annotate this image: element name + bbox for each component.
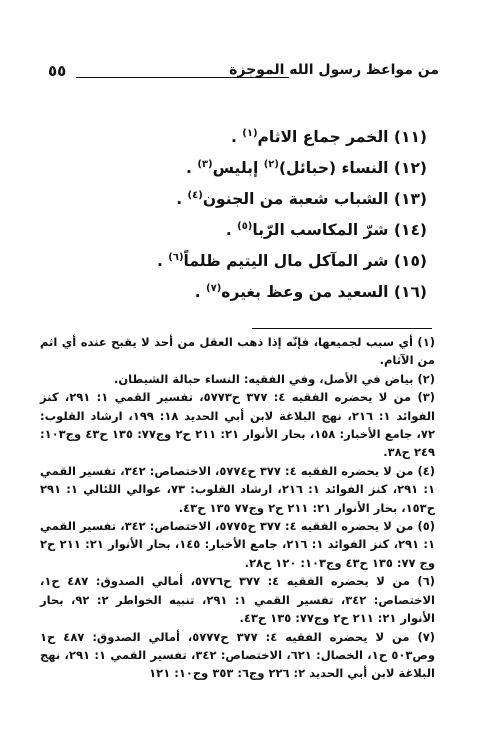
saying-text: الخمر جماع الاثام: [257, 128, 389, 146]
saying-text: النساء (حبائل): [278, 159, 389, 177]
saying-number: (١٦): [393, 283, 427, 301]
footnote-ref: (٦): [168, 251, 184, 263]
footnote-ref: (٤): [187, 189, 203, 201]
page-number: ٥٥: [48, 62, 67, 80]
saying-item: [57, 122, 427, 153]
footnote-separator: [252, 328, 432, 329]
page-header: [48, 60, 439, 90]
footnote: (٤) من لا يحضره الفقيه ٤: ٣٧٧ ح٥٧٧٤، الاختصاص: ٣٤٢، تفسير القمي ١: ٢٩١، كنز الفوائد ١: ٢١٦، ارشاد القلوب: ٧٣، عوالي اللئالي ١: ٢٩١ ح١٥٣، بحار الأنوار ٢١: ٢١١ ح٢ وج٧٧ ١٣٥ ح٤٣.: [40, 463, 436, 515]
footnote: (٢) بياض في الأصل، وفي الفقيه: النساء حبالة الشيطان.: [114, 371, 435, 386]
saying-text: السعيد من وعظ بغيره: [221, 283, 389, 301]
saying-number: (١٥): [393, 252, 427, 270]
running-title: من مواعظ رسول الله الموجزة: [229, 62, 439, 78]
footnote-ref: (٢): [263, 158, 279, 170]
saying-end: .: [194, 283, 201, 301]
saying-item: [57, 277, 427, 308]
footnote: (١) أي سبب لجميعها، فإنّه إذا ذهب العقل من أحد لا يقبح عنده أي اثم من الآثام.: [40, 335, 435, 368]
footnote-ref: (١): [242, 127, 258, 139]
footnote: (٦) من لا يحضره الفقيه ٤: ٣٧٧ ح٥٧٧٦، أمالي الصدوق: ٤٨٧ ح١، الاختصاص: ٣٤٢، تفسير القمي ١: ٢٩١، تنبيه الخواطر ٢: ٩٢، بحار الأنوار ٢١: ٢١١ ح٢ وج٧٧: ١٣٥ ح٤٣.: [40, 574, 435, 626]
footnote-ref: (٣): [197, 158, 213, 170]
saying-text: شر المآكل مال اليتيم ظلماً: [183, 252, 389, 270]
footnotes: [40, 333, 435, 683]
saying-number: (١١): [393, 128, 427, 146]
saying-end: .: [156, 252, 163, 270]
saying-number: (١٤): [393, 221, 427, 239]
saying-number: (١٣): [393, 190, 427, 208]
saying-item: [57, 153, 427, 184]
footnote-ref: (٥): [237, 220, 253, 232]
saying-item: [57, 246, 427, 277]
saying-end: .: [186, 159, 192, 177]
saying-item: [57, 184, 427, 215]
footnote: (٣) من لا يحضره الفقيه ٤: ٣٧٧ ح٥٧٧٣، تفسير القمي ١: ٢٩١، كنز الفوائد ١: ٢١٦، نهج البلاغة لابن أبي الحديد ١٨: ١٩٩، ارشاد القلوب: ٧٢، جامع الأخبار: ١٥٨، بحار الأنوار ٢١: ٢١١ ح٢ وج٧٧: ١٣٥ ح٤٣ وج١٠٣: ٢٤٩ ح٣٨.: [40, 390, 436, 460]
saying-text-continued: إبليس: [212, 159, 259, 177]
saying-end: .: [225, 221, 232, 239]
saying-end: .: [230, 128, 237, 146]
saying-text: الشباب شعبة من الجنون: [202, 190, 389, 208]
saying-number: (١٢): [393, 159, 427, 177]
saying-text: شرّ المكاسب الرّبا: [252, 221, 389, 239]
sayings-list: [57, 122, 427, 308]
saying-item: [57, 215, 427, 246]
footnote-ref: (٧): [206, 282, 222, 294]
saying-end: .: [176, 190, 183, 208]
footnote: (٧) من لا يحضره الفقيه ٤: ٣٧٧ ح٥٧٧٧، أمالي الصدوق: ٤٨٧ ح١ وص٥٠٣ ح١، الخصال: ٦٢١، الاختصاص: ٣٤٢، تفسير القمي ١: ٢٩١، نهج البلاغة لابن أبي الحديد ٢: ٢٢٦ وج٦: ٣٥٣ وج١٠: ١٢١: [40, 629, 436, 681]
footnote: (٥) من لا يحضره الفقيه ٤: ٣٧٧ ح٥٧٧٥، الاختصاص: ٣٤٢، تفسير القمي ١: ٢٩١، كنز الفوائد ١: ٢١٦، جامع الأخبار: ١٤٥، بحار الأنوار ٢١: ٢١١ ح٢ وج ٧٧: ١٣٥ ح٤٣ وج١٠٣: ١٢٠ ح٢٨.: [40, 519, 435, 570]
